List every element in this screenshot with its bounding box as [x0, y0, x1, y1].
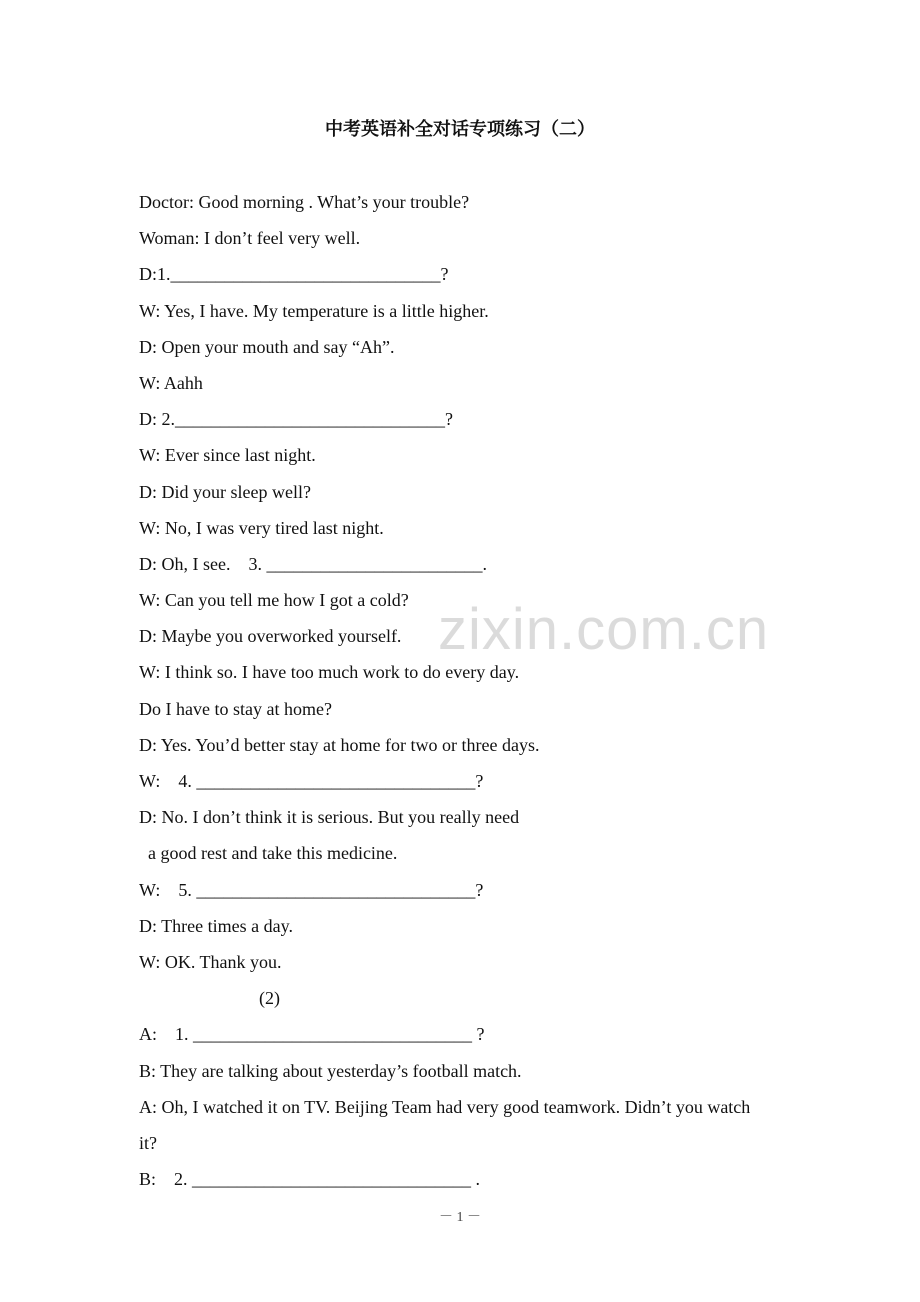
- dialogue-line: D: Yes. You’d better stay at home for two or three days.: [139, 734, 540, 755]
- dialogue-line-blank: D: Oh, I see. 3. ________________________.: [139, 553, 487, 574]
- dialogue-line-blank: W: 4. _______________________________?: [139, 771, 484, 791]
- dialogue-line: W: No, I was very tired last night.: [139, 517, 384, 538]
- dialogue-line: A: Oh, I watched it on TV. Beijing Team had very good teamwork. Didn’t you watch: [139, 1096, 751, 1117]
- dialogue-line: Do I have to stay at home?: [139, 698, 332, 719]
- dialogue-line: Woman: I don’t feel very well.: [139, 228, 361, 249]
- dialogue-line-blank: W: 5. _______________________________?: [139, 879, 484, 900]
- page-number: － 1 －: [439, 1210, 481, 1225]
- dialogue-line: W: I think so. I have too much work to do every day.: [139, 662, 520, 683]
- dialogue-line-blank: B: 2. _______________________________ .: [139, 1169, 481, 1190]
- page-title: 中考英语补全对话专项练习（二）: [325, 119, 595, 140]
- dialogue-line-blank: A: 1. _______________________________ ?: [139, 1024, 485, 1045]
- dialogue-line: W: OK. Thank you.: [139, 951, 282, 972]
- dialogue-line: W: Yes, I have. My temperature is a little higher.: [139, 300, 489, 321]
- dialogue-line: W: Ever since last night.: [139, 445, 316, 466]
- dialogue-line-blank: D: 2.______________________________?: [139, 409, 453, 430]
- dialogue-line: Doctor: Good morning . What’s your trouble?: [139, 192, 470, 212]
- dialogue-content: [139, 189, 789, 1202]
- dialogue-line-blank: D:1.______________________________?: [139, 264, 449, 285]
- dialogue-line: W: Aahh: [139, 372, 203, 393]
- dialogue-line: D: Maybe you overworked yourself.: [139, 626, 402, 647]
- dialogue-line: a good rest and take this medicine.: [148, 843, 398, 864]
- dialogue-line: D: No. I don’t think it is serious. But you really need: [139, 807, 520, 828]
- dialogue-line: D: Open your mouth and say “Ah”.: [139, 336, 395, 357]
- dialogue-line: W: Can you tell me how I got a cold?: [139, 590, 409, 611]
- dialogue-line: D: Did your sleep well?: [139, 481, 311, 502]
- dialogue-line: it?: [139, 1132, 157, 1153]
- watermark: zixin.com.cn: [438, 597, 770, 662]
- dialogue-line: D: Three times a day.: [139, 915, 293, 936]
- section-heading: (2): [259, 988, 280, 1009]
- dialogue-line: B: They are talking about yesterday’s football match.: [139, 1060, 522, 1081]
